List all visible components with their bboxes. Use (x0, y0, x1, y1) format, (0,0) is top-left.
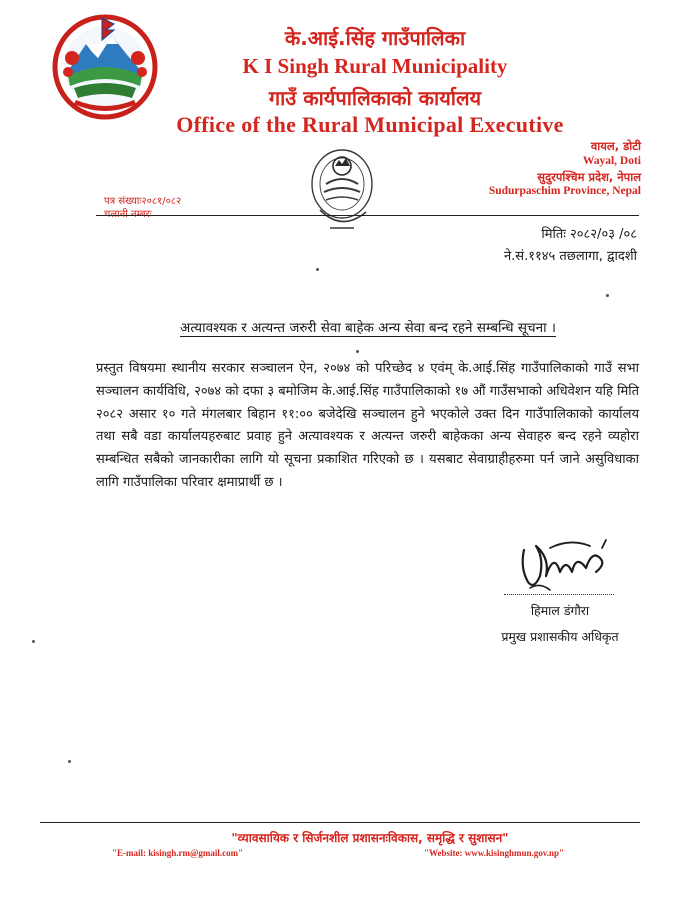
header-divider (96, 215, 639, 216)
address-english: Wayal, Doti (582, 155, 641, 167)
office-title-nepali: गाउँ कार्यपालिकाको कार्यालय (268, 86, 482, 110)
province-nepali: सुदुरपश्चिम प्रदेश, नेपाल (537, 170, 641, 184)
signatory-name: हिमाल डंगौरा (530, 603, 590, 618)
scan-speck (68, 760, 71, 763)
address-nepali: वायल, डोटी (590, 139, 641, 153)
letter-date: मितिः २०८२/०३ /०८ (541, 227, 637, 242)
letter-number: पत्र संख्याः२०८१/०८२ (104, 196, 182, 207)
footer-website: "Website: www.kisinghmun.gov.np" (424, 848, 565, 858)
footer-divider (40, 822, 640, 823)
nepal-sambat-date: ने.सं.११४५ तछलागा, द्वादशी (503, 249, 637, 264)
handwritten-signature-icon (510, 528, 616, 598)
office-seal-stamp-icon (306, 144, 378, 234)
municipality-title-english: K I Singh Rural Municipality (242, 54, 508, 78)
signature-line (504, 594, 614, 595)
scan-speck (356, 350, 359, 353)
municipality-emblem-icon (52, 14, 158, 120)
office-title-english: Office of the Rural Municipal Executive (176, 112, 564, 137)
footer-slogan: "व्यावसायिक र सिर्जनशील प्रशासनःविकास, समृद्धि र सुशासन" (231, 831, 509, 845)
notice-body: प्रस्तुत विषयमा स्थानीय सरकार सञ्चालन ऐन, २०७४ को परिच्छेद ४ एवंम् के.आई.सिंह गाउँपालिकाको गाउँ सभा सञ्चालन कार्यविधि, २०७४ को दफा ३ बमोजिम के.आई.सिंह गाउँपालिकाको १७ औं गाउँसभाको अधिवेशन यहि मिति २०८२ असार १० गते मंगलबार बिहान ११:०० बजेदेखि सञ्चालन हुने भएकोले उक्त दिन गाउँपालिकाको कार्यालय तथा सबै वडा कार्यालयहरुबाट प्रवाह हुने अत्यावश्यक र अत्यन्त जरुरी बाहेकका अन्य सेवाहरु बन्द रहने व्यहोरा सम्बन्धित सबैको जानकारीका लागि यो सूचना प्रकाशित गरिएको छ । यसबाट सेवाग्राहीहरुमा पर्न जाने असुविधाका लागि गाउँपालिका परिवार क्षमाप्रार्थी छ । (96, 361, 639, 490)
province-english: Sudurpaschim Province, Nepal (488, 185, 641, 197)
signatory-title: प्रमुख प्रशासकीय अधिकृत (501, 629, 619, 644)
municipality-title-nepali: के.आई.सिंह गाउँपालिका (284, 26, 466, 50)
scan-speck (316, 268, 319, 271)
notice-subject: अत्यावश्यक र अत्यन्त जरुरी सेवा बाहेक अन्य सेवा बन्द रहने सम्बन्धि सूचना । (180, 320, 556, 336)
scan-speck (32, 640, 35, 643)
footer-email: "E-mail: kisingh.rm@gmail.com" (112, 848, 244, 858)
dispatch-number: चलानी नम्बरः (104, 209, 152, 220)
scan-speck (606, 294, 609, 297)
